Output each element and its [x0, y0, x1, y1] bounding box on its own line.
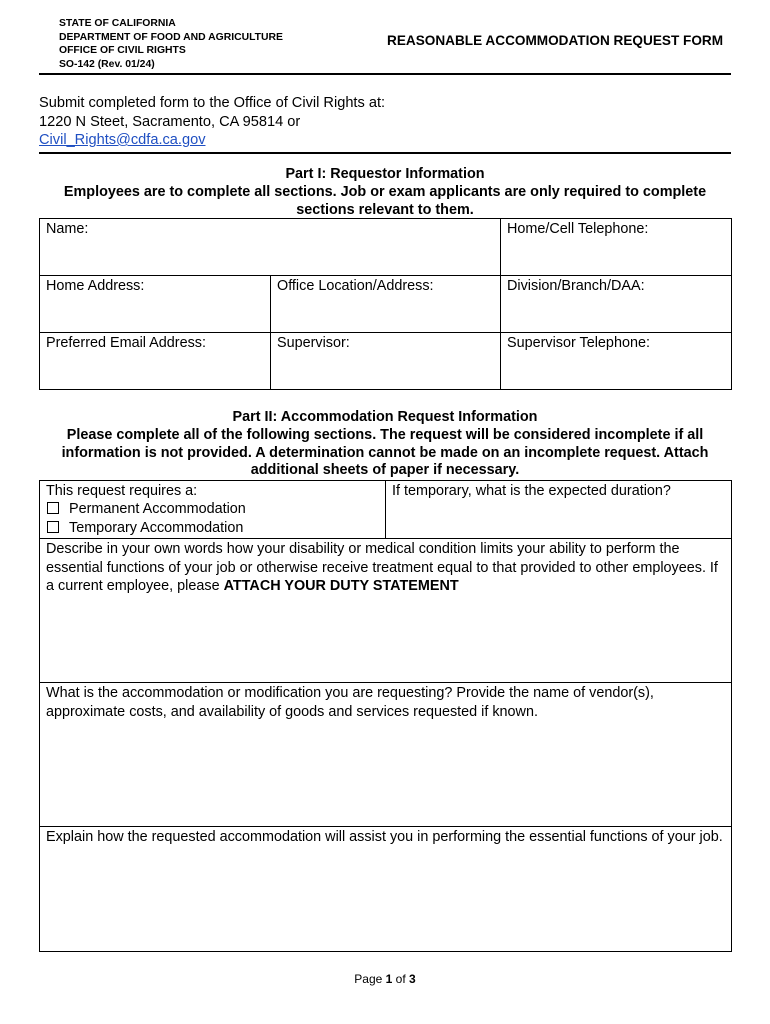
requestor-info-table [39, 218, 732, 390]
supervisor-telephone-label: Supervisor Telephone: [507, 335, 650, 351]
supervisor-field[interactable] [271, 333, 501, 390]
temporary-label: Temporary Accommodation [69, 519, 244, 536]
form-title: REASONABLE ACCOMMODATION REQUEST FORM [387, 33, 724, 48]
request-type-label: This request requires a: [46, 483, 198, 499]
temporary-checkbox[interactable] [47, 521, 59, 533]
request-type-cell [40, 481, 386, 539]
accommodation-benefit-field[interactable] [40, 827, 732, 952]
accommodation-requested-field[interactable] [40, 683, 732, 827]
duration-field[interactable] [386, 481, 732, 539]
duration-label: If temporary, what is the expected duration? [392, 483, 671, 499]
office-location-label: Office Location/Address: [277, 278, 434, 294]
name-field[interactable] [40, 219, 501, 276]
limitation-description-field[interactable] [40, 539, 732, 683]
part2-instructions: Please complete all of the following sections. The request will be considered incomplete if all information is not provided. A determination cannot be made on an incomplete request. Attach additional sheets of paper if necessary. [61, 426, 709, 479]
submit-divider [39, 152, 731, 154]
form-number: SO-142 (Rev. 01/24) [59, 58, 155, 70]
limitation-question: Describe in your own words how your disability or medical condition limits your ability to perform the essential functions of your job or otherwise receive treatment equal to that provided to other employees. If a current employee, please [46, 541, 718, 595]
part1-instructions: Employees are to complete all sections. Job or exam applicants are only required to complete sections relevant to them. [63, 183, 707, 218]
accommodation-question: What is the accommodation or modification you are requesting? Provide the name of vendor(s), approximate costs, and availability of goods and services requested if known. [46, 685, 654, 720]
office-location-field[interactable] [271, 276, 501, 333]
agency-department: DEPARTMENT OF FOOD AND AGRICULTURE [59, 31, 283, 43]
part1-title: Part I: Requestor Information [285, 166, 485, 182]
civil-rights-email-link[interactable]: Civil_Rights@cdfa.ca.gov [39, 132, 206, 148]
agency-state: STATE OF CALIFORNIA [59, 18, 176, 29]
home-cell-telephone-field[interactable] [501, 219, 732, 276]
agency-header [59, 17, 283, 71]
home-address-field[interactable] [40, 276, 271, 333]
benefit-question: Explain how the requested accommodation will assist you in performing the essential functions of your job. [46, 829, 723, 846]
page-number [0, 972, 770, 986]
submit-instructions [39, 94, 385, 150]
division-field[interactable] [501, 276, 732, 333]
submit-address: 1220 N Steet, Sacramento, CA 95814 or [39, 113, 301, 130]
page-total: 3 [409, 972, 416, 986]
email-field[interactable] [40, 333, 271, 390]
agency-office: OFFICE OF CIVIL RIGHTS [59, 45, 186, 57]
home-address-label: Home Address: [46, 278, 145, 294]
header-divider [39, 73, 731, 75]
home-cell-telephone-label: Home/Cell Telephone: [507, 221, 649, 237]
accommodation-request-table [39, 480, 732, 952]
supervisor-label: Supervisor: [277, 335, 350, 351]
email-label: Preferred Email Address: [46, 335, 206, 351]
of-word: of [392, 972, 410, 986]
supervisor-telephone-field[interactable] [501, 333, 732, 390]
page-current: 1 [385, 972, 393, 986]
part2-title: Part II: Accommodation Request Information [232, 409, 538, 425]
submit-line-1: Submit completed form to the Office of Civil Rights at: [39, 95, 386, 111]
duty-statement-emphasis: ATTACH YOUR DUTY STATEMENT [223, 578, 459, 595]
part1-heading [39, 166, 731, 219]
part2-heading [39, 409, 731, 480]
division-label: Division/Branch/DAA: [507, 278, 645, 294]
permanent-checkbox[interactable] [47, 502, 59, 514]
name-label: Name: [46, 221, 89, 237]
permanent-label: Permanent Accommodation [69, 501, 246, 518]
page-word: Page [354, 972, 386, 986]
